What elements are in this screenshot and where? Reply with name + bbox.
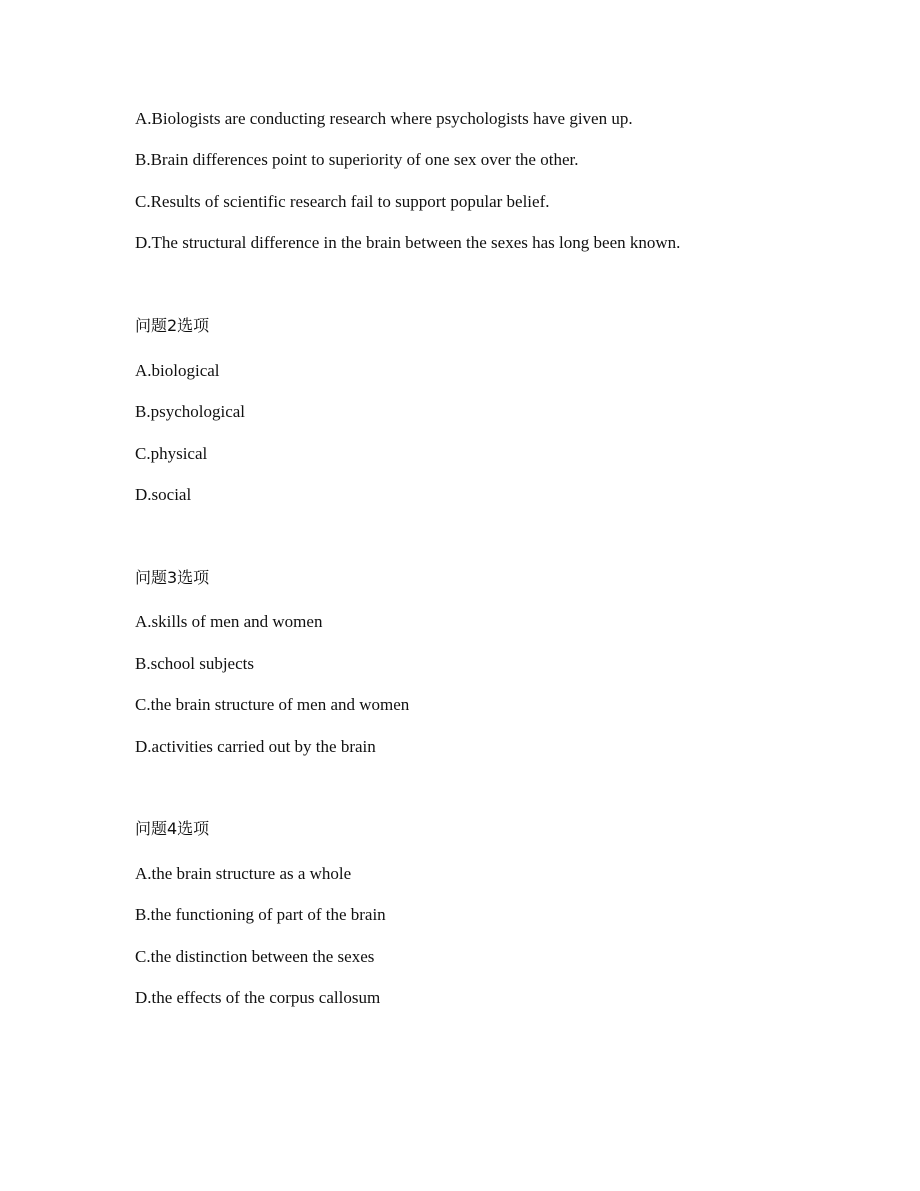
q1-option-a: A.Biologists are conducting research where psychologists have given up.: [135, 109, 633, 128]
q4-option-b: B.the functioning of part of the brain: [135, 905, 386, 924]
q1-option-c: C.Results of scientific research fail to support popular belief.: [135, 192, 550, 211]
q2-option-c: C.physical: [135, 444, 208, 463]
q3-option-a: A.skills of men and women: [135, 612, 323, 631]
q3-option-c: C.the brain structure of men and women: [135, 695, 410, 714]
q2-option-d: D.social: [135, 485, 192, 504]
q3-option-b: B.school subjects: [135, 654, 254, 673]
q2-option-b: B.psychological: [135, 402, 246, 421]
q4-heading: 问题4选项: [135, 819, 210, 838]
q3-option-d: D.activities carried out by the brain: [135, 737, 376, 756]
q1-option-d: D.The structural difference in the brain between the sexes has long been known.: [135, 233, 681, 252]
q4-option-d: D.the effects of the corpus callosum: [135, 988, 381, 1007]
q2-heading: 问题2选项: [135, 316, 210, 335]
q4-option-c: C.the distinction between the sexes: [135, 947, 375, 966]
q1-option-b: B.Brain differences point to superiority of one sex over the other.: [135, 150, 579, 169]
q2-option-a: A.biological: [135, 361, 220, 380]
q4-option-a: A.the brain structure as a whole: [135, 864, 352, 883]
q3-heading: 问题3选项: [135, 568, 210, 587]
